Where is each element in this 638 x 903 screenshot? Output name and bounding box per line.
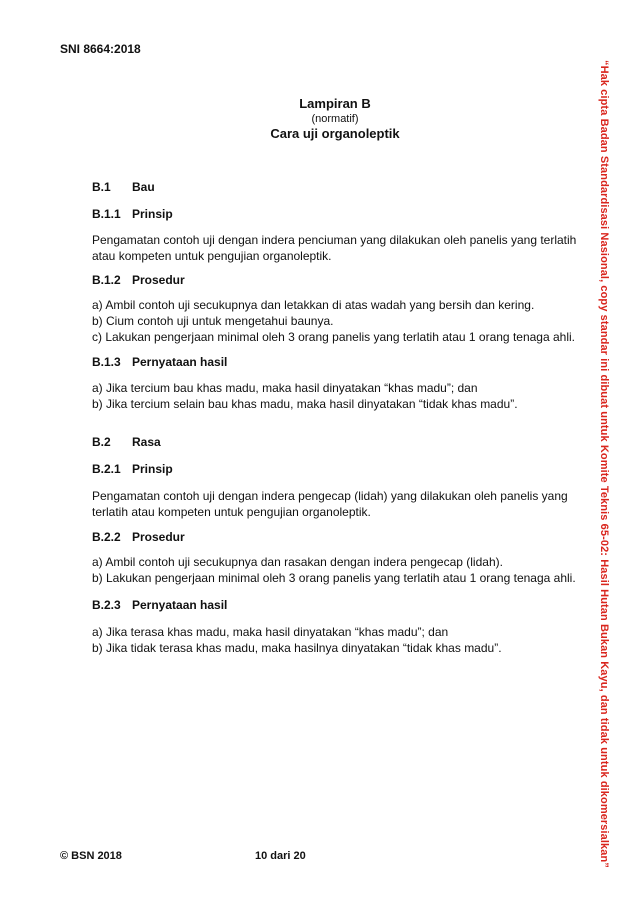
section-number: B.1.2 [92,273,121,287]
section-heading-b1-1 [92,207,173,221]
section-heading-b2-3 [92,598,227,612]
section-number: B.2.2 [92,530,121,544]
list-item: b) Jika tidak terasa khas madu, maka hasilnya dinyatakan “tidak khas madu”. [92,641,502,655]
copyright-side-note: “Hak cipta Badan Standardisasi Nasional, copy standar ini dibuat untuk Komite Teknis 65-02: Hasil Hutan Bukan Kayu, dan tidak untuk dikomersialkan” [598,60,610,868]
list-item: a) Ambil contoh uji secukupnya dan rasakan dengan indera pengecap (lidah). [92,555,503,569]
list-item: a) Jika tercium bau khas madu, maka hasil dinyatakan “khas madu”; dan [92,381,478,395]
footer-copyright: © BSN 2018 [60,850,122,862]
annex-subtitle: Cara uji organoleptik [270,126,400,141]
annex-heading [90,96,580,142]
section-heading-b1 [92,180,155,194]
section-title: Rasa [132,435,161,449]
section-title: Prosedur [132,530,185,544]
list-item: b) Lakukan pengerjaan minimal oleh 3 orang panelis yang terlatih atau 1 orang tenaga ahli. [92,571,576,585]
section-heading-b2 [92,435,161,449]
section-title: Bau [132,180,155,194]
paragraph-b2-1: Pengamatan contoh uji dengan indera pengecap (lidah) yang dilakukan oleh panelis yang terlatih atau kompeten untuk pengujian organoleptik. [92,489,568,519]
list-item: c) Lakukan pengerjaan minimal oleh 3 orang panelis yang terlatih atau 1 orang tenaga ahli. [92,330,575,344]
section-title: Pernyataan hasil [132,355,228,369]
list-item: a) Jika terasa khas madu, maka hasil dinyatakan “khas madu”; dan [92,625,449,639]
section-number: B.2.3 [92,598,121,612]
section-heading-b2-2 [92,530,185,544]
list-item: a) Ambil contoh uji secukupnya dan letakkan di atas wadah yang bersih dan kering. [92,298,535,312]
section-number: B.1.3 [92,355,121,369]
section-number: B.2 [92,435,111,449]
section-title: Prinsip [132,462,173,476]
section-number: B.1 [92,180,111,194]
section-title: Pernyataan hasil [132,598,228,612]
section-number: B.2.1 [92,462,121,476]
section-title: Prosedur [132,273,185,287]
section-heading-b2-1 [92,462,173,476]
paragraph-b1-1: Pengamatan contoh uji dengan indera penciuman yang dilakukan oleh panelis yang terlatih atau kompeten untuk pengujian organoleptik. [92,233,577,263]
list-item: b) Jika tercium selain bau khas madu, maka hasil dinyatakan “tidak khas madu”. [92,397,518,411]
section-number: B.1.1 [92,207,121,221]
section-heading-b1-2 [92,273,185,287]
section-heading-b1-3 [92,355,227,369]
annex-title: Lampiran B [299,96,371,111]
document-code: SNI 8664:2018 [60,42,141,56]
annex-type: (normatif) [311,113,359,125]
list-item: b) Cium contoh uji untuk mengetahui baunya. [92,314,334,328]
section-title: Prinsip [132,207,173,221]
page-number: 10 dari 20 [255,850,306,862]
